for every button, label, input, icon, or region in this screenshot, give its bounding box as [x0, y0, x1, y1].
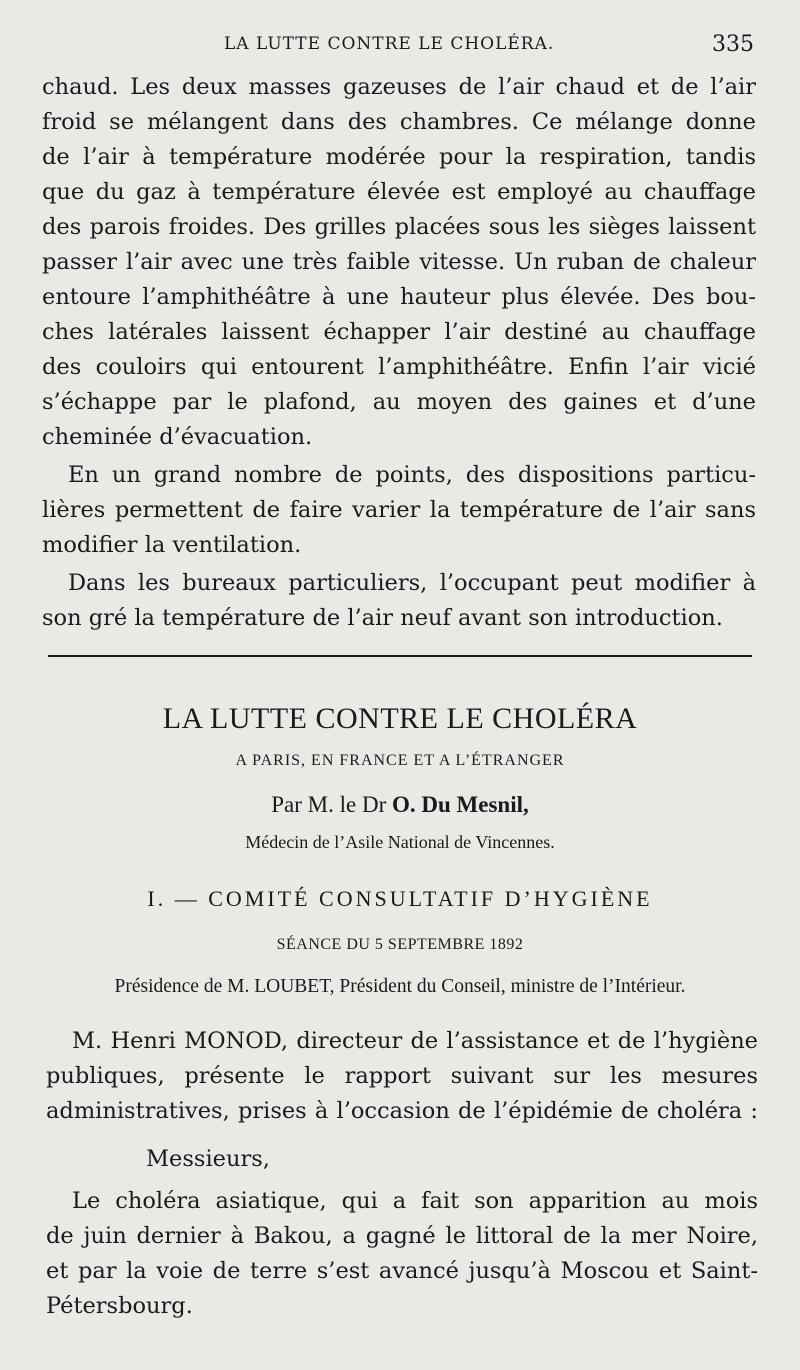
- salutation: Messieurs,: [146, 1146, 270, 1172]
- text-line: que du gaz à température élevée est employé au chauffage: [42, 179, 756, 205]
- session-date: SÉANCE DU 5 SEPTEMBRE 1892: [276, 936, 524, 953]
- text-line: froid se mélangent dans des chambres. Ce mélange donne: [42, 109, 756, 135]
- report-body: [46, 1184, 758, 1324]
- text-line: s’échappe par le plafond, au moyen des gaines et d’une: [42, 389, 756, 415]
- article-title: LA LUTTE CONTRE LE CHOLÉRA: [162, 702, 638, 735]
- text-line: M. Henri MONOD, directeur de l’assistance et de l’hygiène: [72, 1028, 758, 1054]
- intro-text: [42, 70, 756, 636]
- author-name: O. Du Mesnil,: [392, 792, 529, 817]
- text-line: entoure l’amphithéâtre à une hauteur plus élevée. Des bou-: [42, 284, 756, 310]
- text-line: publiques, présente le rapport suivant sur les mesures: [46, 1063, 758, 1089]
- text-line: administratives, prises à l’occasion de l’épidémie de choléra :: [46, 1098, 758, 1124]
- text-line: de juin dernier à Bakou, a gagné le littoral de la mer Noire,: [46, 1223, 758, 1249]
- section-divider: [48, 655, 752, 657]
- text-line: modifier la ventilation.: [42, 532, 302, 558]
- text-line: et par la voie de terre s’est avancé jusqu’à Moscou et Saint-: [46, 1258, 758, 1284]
- text-line: lières permettent de faire varier la température de l’air sans: [42, 497, 756, 523]
- report-intro: [46, 1024, 758, 1129]
- text-line: En un grand nombre de points, des dispositions particu-: [68, 462, 756, 488]
- text-line: ches latérales laissent échapper l’air destiné au chauffage: [42, 319, 756, 345]
- presidency-line: Présidence de M. LOUBET, Président du Conseil, ministre de l’Intérieur.: [114, 976, 686, 997]
- section-heading: I. — COMITÉ CONSULTATIF D’HYGIÈNE: [147, 886, 653, 911]
- text-line: Dans les bureaux particuliers, l’occupant peut modifier à: [68, 570, 756, 596]
- text-line: des parois froides. Des grilles placées sous les sièges laissent: [42, 214, 756, 240]
- author-affiliation: Médecin de l’Asile National de Vincennes.: [245, 832, 555, 852]
- text-line: son gré la température de l’air neuf avant son introduction.: [42, 605, 723, 631]
- text-line: Pétersbourg.: [46, 1293, 193, 1319]
- running-head: [0, 34, 800, 64]
- text-line: passer l’air avec une très faible vitesse. Un ruban de chaleur: [42, 249, 756, 275]
- text-line: de l’air à température modérée pour la respiration, tandis: [42, 144, 756, 170]
- page-number: 335: [712, 32, 754, 57]
- running-title: LA LUTTE CONTRE LE CHOLÉRA.: [224, 34, 555, 54]
- text-line: cheminée d’évacuation.: [42, 424, 313, 450]
- article-subtitle: A PARIS, EN FRANCE ET A L’ÉTRANGER: [235, 752, 565, 769]
- author-prefix: Par M. le Dr: [271, 792, 387, 817]
- author-line: [0, 792, 800, 818]
- text-line: des couloirs qui entourent l’amphithéâtre. Enfin l’air vicié: [42, 354, 756, 380]
- text-line: Le choléra asiatique, qui a fait son apparition au mois: [72, 1188, 758, 1214]
- text-line: chaud. Les deux masses gazeuses de l’air chaud et de l’air: [42, 74, 756, 100]
